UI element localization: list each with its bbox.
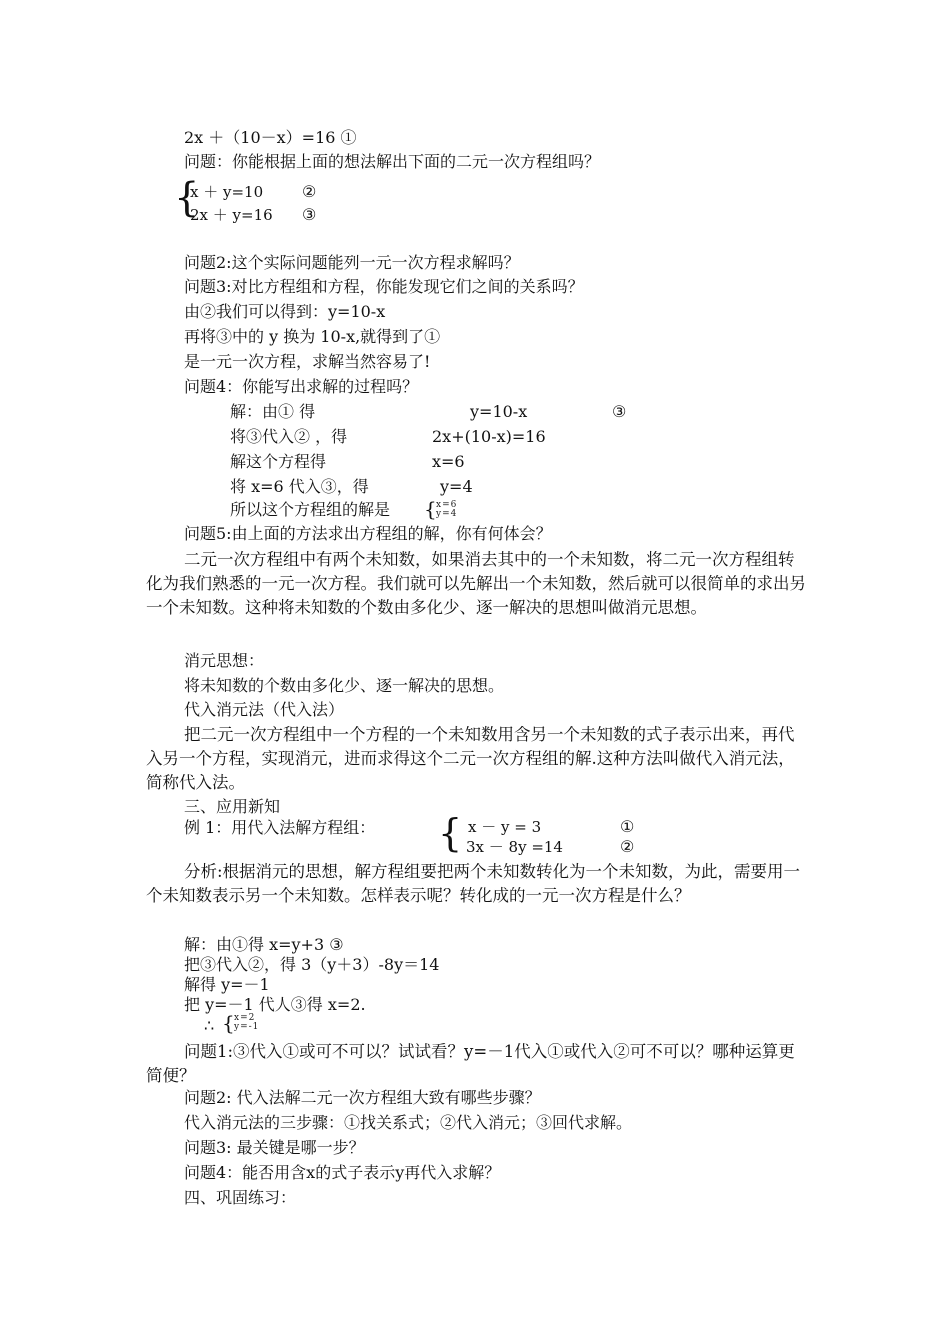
system-row: 2x ＋ y=16 [190, 206, 273, 224]
brace-symbol: { [222, 1011, 235, 1035]
question-3: 问题3:对比方程组和方程，你能发现它们之间的关系吗？ [184, 277, 584, 296]
mini-system-row: y=-1 [234, 1022, 260, 1032]
paragraph-substitution: 把二元一次方程组中一个方程的一个未知数用含另一个未知数的式子表示出来，再代入另一个方程，实现消元，进而求得这个二元一次方程组的解.这种方法叫做代入消元法，简称代入法。 [146, 725, 795, 792]
solution-step: 把 y=－1 代人③得 x=2. [184, 995, 366, 1014]
solution-step: 将 x=6 代入③，得 [230, 477, 369, 496]
solution-step: 将③代入② ，得 [230, 427, 348, 446]
mini-system-row: x=2 [234, 1013, 256, 1023]
question-4: 问题4：你能写出求解的过程吗？ [184, 377, 419, 396]
equation-tag: ③ [302, 205, 317, 224]
solution-expr: 2x+(10-x)=16 [432, 427, 546, 446]
paragraph-question-1: 问题1:③代入①或可不可以？试试看？y=－1代入①或代入②可不可以？哪种运算更简便？ [146, 1042, 795, 1085]
text-line: 是一元一次方程，求解当然容易了! [184, 352, 431, 371]
system-row: 3x － 8y =14 [466, 838, 563, 856]
question-line: 问题4：能否用含x的式子表示y再代入求解？ [184, 1163, 501, 1182]
steps-line: 代入消元法的三步骤：①找关系式；②代入消元；③回代求解。 [184, 1113, 633, 1132]
solution-step: 所以这个方程组的解是 [230, 500, 391, 519]
mini-system-row: y=4 [436, 509, 458, 519]
equation-tag: ② [302, 182, 317, 201]
equation-tag: ① [620, 817, 635, 836]
system-row: x ＋ y=10 [190, 183, 264, 201]
solution-step: 解这个方程得 [230, 452, 327, 471]
paragraph-analysis: 分析:根据消元的思想，解方程组要把两个未知数转化为一个未知数，为此，需要用一个未知数表示另一个未知数。怎样表示呢？转化成的一元一次方程是什么？ [146, 862, 801, 905]
solution-step: 解：由① 得 [230, 402, 316, 421]
solution-expr: y=10-x [470, 402, 528, 421]
brace-symbol: { [424, 497, 437, 521]
question-5: 问题5:由上面的方法求出方程组的解，你有何体会？ [184, 524, 552, 543]
solution-step: 把③代入②，得 3（y＋3）-8y＝14 [184, 955, 440, 974]
equation-tag: ③ [612, 402, 627, 421]
solution-expr: x=6 [432, 452, 465, 471]
question-2: 问题2:这个实际问题能列一元一次方程求解吗？ [184, 253, 520, 272]
term-title: 代入消元法（代入法） [184, 700, 345, 719]
solution-step: 解：由①得 x=y+3 ③ [184, 935, 344, 954]
example-title: 例 1：用代入法解方程组： [184, 818, 376, 837]
brace-symbol: { [438, 811, 463, 855]
question-intro: 问题：你能根据上面的想法解出下面的二元一次方程组吗？ [184, 152, 601, 171]
term-title: 消元思想： [184, 651, 265, 670]
section-heading: 三、应用新知 [184, 797, 281, 816]
system-row: x － y = 3 [468, 818, 542, 836]
therefore-symbol: ∴ [204, 1016, 215, 1035]
solution-expr: y=4 [440, 477, 473, 496]
equation-tag: ② [620, 837, 635, 856]
section-heading: 四、巩固练习： [184, 1188, 297, 1207]
solution-step: 解得 y=－1 [184, 975, 270, 994]
question-line: 问题3: 最关键是哪一步？ [184, 1138, 365, 1157]
text-line: 由②我们可以得到：y=10-x [184, 302, 386, 321]
mini-system-row: x=6 [436, 500, 458, 510]
term-definition: 将未知数的个数由多化少、逐一解决的思想。 [184, 676, 505, 695]
paragraph-elimination: 二元一次方程组中有两个未知数，如果消去其中的一个未知数，将二元一次方程组转化为我们熟悉的一元一次方程。我们就可以先解出一个未知数，然后就可以很简单的求出另一个未知数。这种将未知数的个数由多化少、逐一解决的思想叫做消元思想。 [146, 550, 806, 617]
text-line: 再将③中的 y 换为 10-x,就得到了① [184, 327, 441, 346]
brace-symbol: { [174, 175, 200, 221]
equation-line: 2x ＋（10－x）=16 ① [184, 128, 357, 147]
question-line: 问题2: 代入法解二元一次方程组大致有哪些步骤？ [184, 1088, 541, 1107]
